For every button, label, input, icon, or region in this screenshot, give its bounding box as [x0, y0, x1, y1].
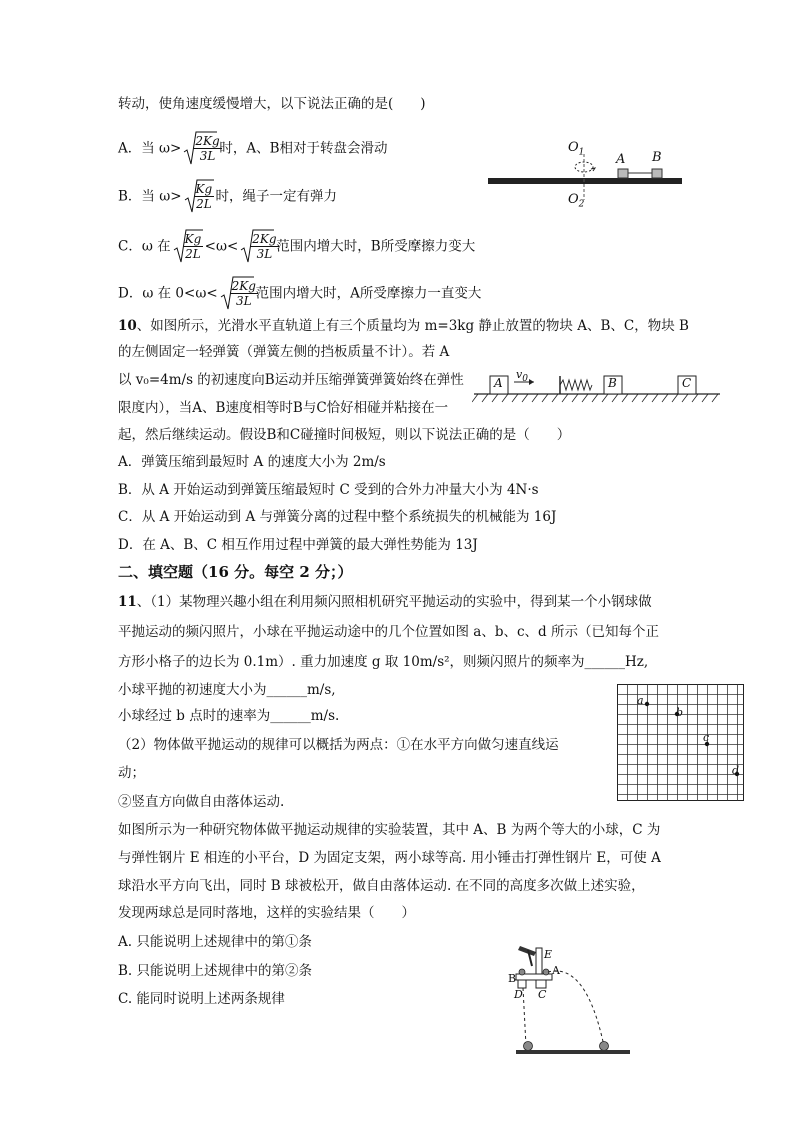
- section-2-title: 二、填空题（16 分。每空 2 分；）: [118, 563, 353, 581]
- q11-p2-line7: 发现两球总是同时落地，这样的实验结果（ ）: [118, 905, 415, 921]
- q11-p1-line1: 11、（1）某物理兴趣小组在利用频闪照相机研究平抛运动的实验中，得到某一个小钢球做: [118, 594, 652, 610]
- q11-p2-line4: 如图所示为一种研究物体做平抛运动规律的实验装置，其中 A、B 为两个等大的小球，C 为: [118, 822, 661, 838]
- q11-p2-line1: （2）物体做平抛运动的规律可以概括为两点：①在水平方向做匀速直线运: [118, 737, 559, 753]
- q9-option-b-post: 时，绳子一定有弹力: [215, 188, 338, 205]
- apparatus-label-c: C: [538, 988, 547, 1001]
- q9-option-c-den2: 3L: [256, 247, 273, 261]
- q9-option-a-post: 时，A、B相对于转盘会滑动: [219, 140, 388, 157]
- q11-p1-line3: 方形小格子的边长为 0.1m）. 重力加速度 g 取 10m/s²，则频闪照片的频率为______Hz,: [118, 654, 649, 670]
- q9-option-c-den1: 2L: [185, 247, 201, 261]
- q9-option-d-den: 3L: [235, 294, 252, 308]
- label-o2: $O_2$: [568, 192, 585, 210]
- q9-option-d-post: 范围内增大时，A所受摩擦力一直变大: [255, 285, 482, 302]
- q11-p2-line2: 动；: [118, 765, 145, 781]
- q9-option-d-num: 2Kg: [231, 279, 256, 293]
- q10-line2: 的左侧固定一轻弹簧（弹簧左侧的挡板质量不计）。若 A: [118, 344, 450, 360]
- grid-point-a: a: [637, 694, 644, 707]
- q9-option-c-post: 范围内增大时，B所受摩擦力变大: [276, 238, 476, 255]
- apparatus-label-b: B: [508, 972, 517, 985]
- v0-label: $v_0$: [516, 368, 528, 385]
- q10-option-a: A．弹簧压缩到最短时 A 的速度大小为 2m/s: [118, 454, 386, 470]
- q9-option-d-pre: D．ω 在 0<ω<: [118, 285, 218, 302]
- q9-stem-tail: 转动，使角速度缓慢增大，以下说法正确的是( ): [118, 96, 426, 112]
- q9-option-a: [118, 130, 388, 168]
- label-o1: $O_1$: [568, 140, 585, 158]
- block-b-label: B: [608, 376, 617, 390]
- q9-option-a-den: 3L: [199, 149, 216, 163]
- q10-line5: 起，然后继续运动。假设B和C碰撞时间极短，则以下说法正确的是（ ）: [118, 427, 571, 443]
- label-a: A: [616, 152, 626, 167]
- q11-number: 11: [118, 594, 137, 610]
- projectile-apparatus: [506, 936, 636, 1058]
- q10-option-c: C．从 A 开始运动到 A 与弹簧分离的过程中整个系统损失的机械能为 16J: [118, 509, 557, 525]
- q10-line1: 10、如图所示，光滑水平直轨道上有三个质量均为 m=3kg 静止放置的物块 A、B、C，物块 B: [118, 318, 689, 334]
- label-b: B: [652, 150, 662, 165]
- q11-p1-line2: 平抛运动的频闪照片，小球在平抛运动途中的几个位置如图 a、b、c、d 所示（已知每个正: [118, 624, 659, 640]
- q9-option-b-num: Kg: [195, 182, 213, 196]
- q9-option-a-pre: A．当 ω>: [118, 140, 182, 157]
- apparatus-label-a: A: [552, 964, 560, 977]
- q9-option-c-pre: C．ω 在: [118, 238, 171, 255]
- q9-option-d: [118, 275, 481, 313]
- q10-number: 10: [118, 318, 137, 334]
- q9-option-a-num: 2Kg: [195, 134, 220, 148]
- grid-point-c: c: [703, 731, 710, 744]
- q9-option-c-mid: <ω<: [204, 238, 239, 255]
- q9-turntable-figure: [486, 140, 686, 210]
- apparatus-label-e: E: [544, 948, 553, 961]
- q10-line4: 限度内），当A、B速度相等时B与C恰好相碰并粘接在一: [118, 400, 449, 416]
- apparatus-label-d: D: [514, 988, 523, 1001]
- q11-apparatus-figure: [506, 936, 636, 1058]
- q9-option-c-num1: Kg: [184, 232, 202, 246]
- block-c-label: C: [682, 376, 692, 390]
- q11-p2-line6: 球沿水平方向飞出，同时 B 球被松开，做自由落体运动. 在不同的高度多次做上述实验，: [118, 878, 645, 894]
- q9-option-c-num2: 2Kg: [252, 232, 277, 246]
- grid-point-d: d: [732, 764, 740, 777]
- q11-p1-line4: 小球平抛的初速度大小为______m/s,: [118, 682, 336, 698]
- q11-option-c: C. 能同时说明上述两条规律: [118, 991, 285, 1007]
- q10-line3: 以 v₀=4m/s 的初速度向B运动并压缩弹簧弹簧始终在弹性: [118, 372, 464, 388]
- q9-option-b: [118, 178, 337, 216]
- q11-p2-line5: 与弹性钢片 E 相连的小平台，D 为固定支架，两小球等高. 用小锤击打弹性钢片 E，可使 A: [118, 850, 661, 866]
- q11-option-b: B. 只能说明上述规律中的第②条: [118, 963, 313, 979]
- q9-option-b-den: 2L: [196, 197, 212, 211]
- block-a-label: A: [494, 376, 503, 390]
- q11-p1-line5: 小球经过 b 点时的速率为______m/s.: [118, 708, 340, 724]
- grid-point-b: b: [676, 706, 684, 719]
- q11-option-a: A. 只能说明上述规律中的第①条: [118, 934, 312, 950]
- q9-option-c: [118, 228, 475, 266]
- q10-blocks-figure: [472, 368, 722, 408]
- q11-grid-figure: [617, 684, 745, 802]
- q11-p2-line3: ②竖直方向做自由落体运动.: [118, 794, 285, 810]
- q10-option-d: D．在 A、B、C 相互作用过程中弹簧的最大弹性势能为 13J: [118, 537, 478, 553]
- q10-option-b: B．从 A 开始运动到弹簧压缩最短时 C 受到的合外力冲量大小为 4N·s: [118, 482, 539, 498]
- q9-option-b-pre: B．当 ω>: [118, 188, 182, 205]
